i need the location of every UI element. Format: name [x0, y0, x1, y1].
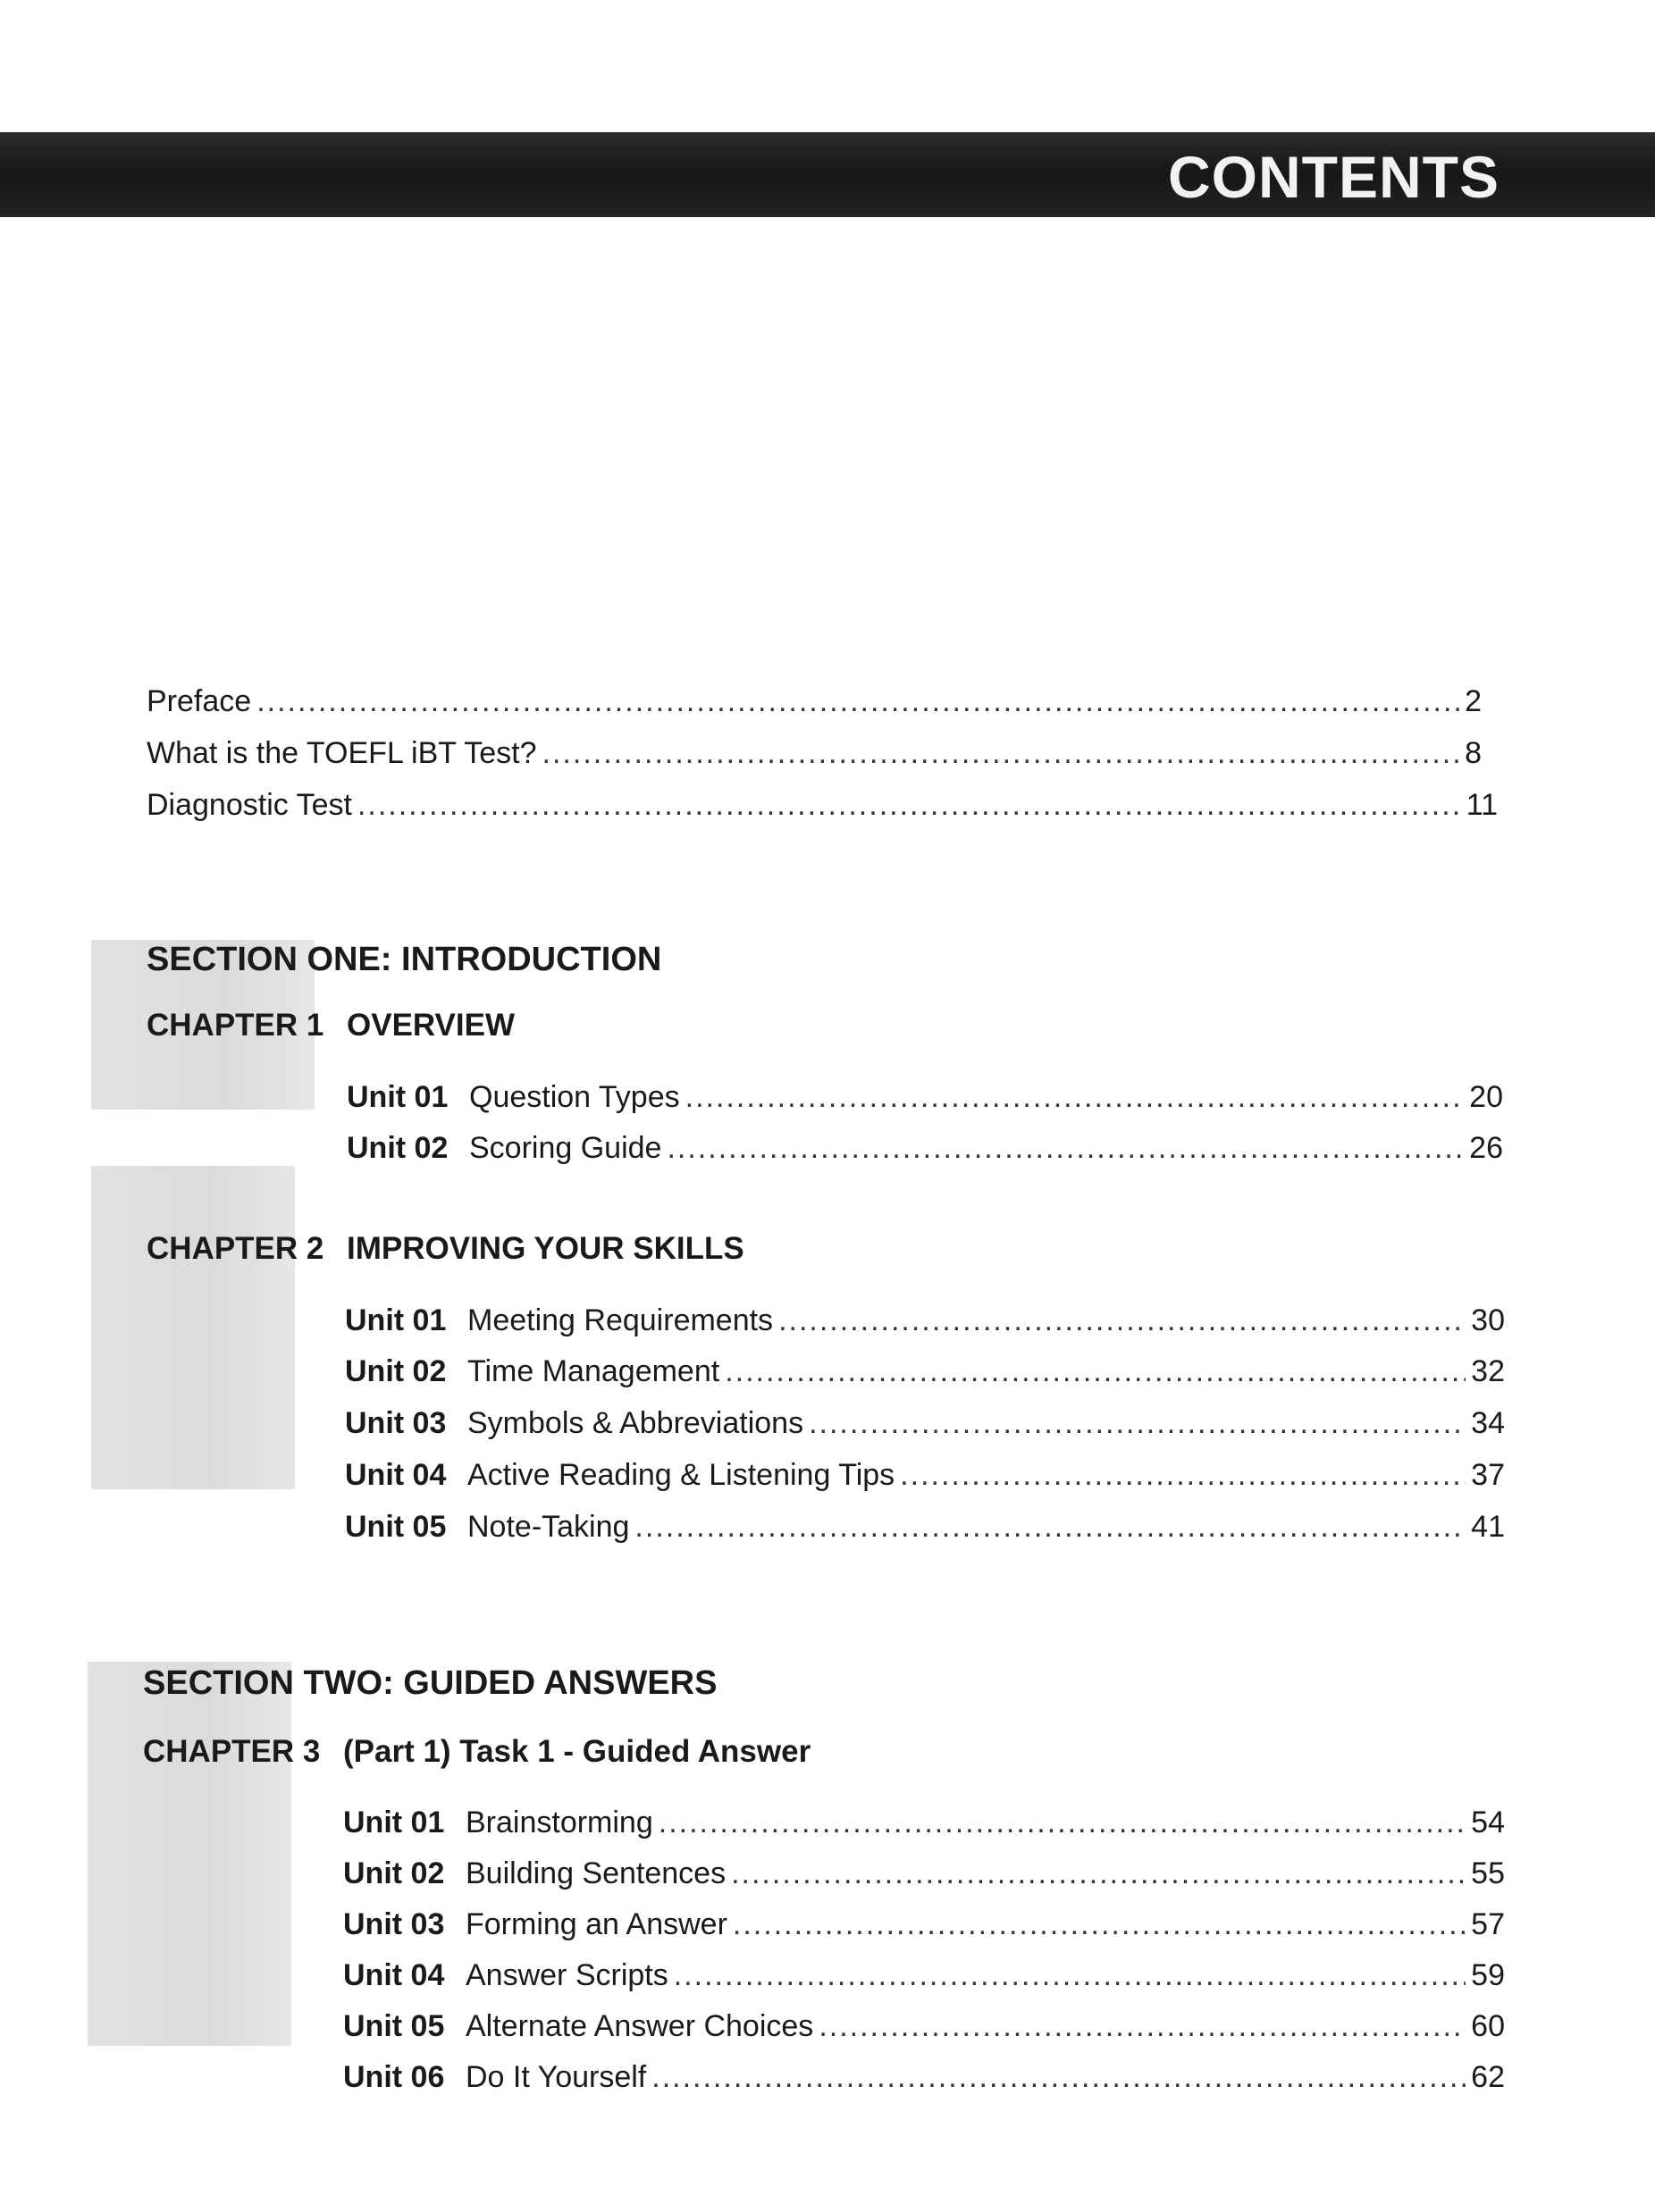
toc-unit-row[interactable]: [343, 1906, 1505, 1942]
leader-dots: [809, 1405, 1466, 1441]
page-number: 20: [1469, 1080, 1503, 1114]
page-number: 60: [1471, 2009, 1505, 2043]
chapter-2-shade: [91, 1166, 295, 1489]
unit-number: Unit 02: [345, 1354, 447, 1388]
page-number: 55: [1471, 1856, 1505, 1890]
unit-title: Do It Yourself: [466, 2060, 647, 2094]
unit-title: Alternate Answer Choices: [466, 2009, 814, 2043]
leader-dots: [778, 1303, 1466, 1338]
page-number: 37: [1471, 1458, 1505, 1492]
section-one-title: SECTION ONE: INTRODUCTION: [147, 941, 662, 978]
unit-title: Note-Taking: [467, 1510, 630, 1544]
unit-number: Unit 03: [345, 1406, 447, 1440]
unit-number: Unit 02: [347, 1131, 449, 1165]
page-number: 34: [1471, 1406, 1505, 1440]
toc-unit-row[interactable]: [345, 1353, 1505, 1389]
toc-entry-diagnostic-test[interactable]: [147, 787, 1498, 823]
section-two-shade: [88, 1662, 291, 2046]
page-number: 57: [1471, 1907, 1505, 1941]
chapter-1-title[interactable]: OVERVIEW: [347, 1008, 516, 1043]
leader-dots: [667, 1130, 1464, 1166]
unit-number: Unit 04: [345, 1458, 447, 1492]
leader-dots: [900, 1457, 1466, 1493]
unit-title: Answer Scripts: [466, 1958, 668, 1992]
leader-dots: [634, 1509, 1466, 1545]
leader-dots: [357, 787, 1461, 823]
toc-unit-row[interactable]: [343, 1957, 1505, 1993]
chapter-2-label: CHAPTER 2: [147, 1231, 324, 1266]
unit-title: Active Reading & Listening Tips: [467, 1458, 895, 1492]
toc-unit-row[interactable]: [343, 1805, 1505, 1840]
toc-unit-row[interactable]: [343, 1856, 1505, 1891]
toc-unit-row[interactable]: [345, 1457, 1505, 1493]
page-number: 30: [1471, 1303, 1505, 1337]
leader-dots: [685, 1079, 1465, 1115]
section-two-title: SECTION TWO: GUIDED ANSWERS: [143, 1664, 718, 1702]
unit-title: Question Types: [469, 1080, 680, 1114]
chapter-3-label: CHAPTER 3: [143, 1734, 321, 1769]
toc-unit-row[interactable]: [347, 1130, 1503, 1166]
toc-entry-toefl-test[interactable]: [147, 735, 1482, 771]
unit-number: Unit 01: [347, 1080, 449, 1114]
unit-number: Unit 01: [343, 1806, 445, 1839]
leader-dots: [731, 1856, 1466, 1891]
leader-dots: [542, 735, 1460, 771]
page-number: 41: [1471, 1510, 1505, 1544]
toc-unit-row[interactable]: [343, 2059, 1505, 2095]
unit-number: Unit 02: [343, 1856, 445, 1890]
page-number: 54: [1471, 1806, 1505, 1839]
unit-title: Scoring Guide: [469, 1131, 662, 1165]
unit-title: Time Management: [467, 1354, 720, 1388]
header-banner: [0, 132, 1655, 217]
unit-title: Building Sentences: [466, 1856, 727, 1890]
unit-title: Symbols & Abbreviations: [467, 1406, 804, 1440]
toc-unit-row[interactable]: [347, 1079, 1503, 1115]
toc-entry-preface[interactable]: [147, 683, 1482, 719]
page-number: 11: [1466, 788, 1498, 822]
page-number: 26: [1469, 1131, 1503, 1165]
toc-unit-row[interactable]: [345, 1509, 1505, 1545]
page-number: 62: [1471, 2060, 1505, 2094]
page-number: 59: [1471, 1958, 1505, 1992]
leader-dots: [725, 1353, 1466, 1389]
page-title: CONTENTS: [1168, 144, 1500, 210]
unit-title: Forming an Answer: [466, 1907, 727, 1941]
toc-unit-row[interactable]: [345, 1405, 1505, 1441]
chapter-1-label: CHAPTER 1: [147, 1008, 324, 1043]
leader-dots: [659, 1805, 1466, 1840]
page-number: 32: [1471, 1354, 1505, 1388]
unit-title: Meeting Requirements: [467, 1303, 774, 1337]
unit-number: Unit 06: [343, 2060, 445, 2094]
chapter-2-title[interactable]: IMPROVING YOUR SKILLS: [347, 1231, 744, 1266]
leader-dots: [651, 2059, 1466, 2095]
toc-entry-label: Preface: [147, 684, 252, 718]
leader-dots: [674, 1957, 1466, 1993]
unit-number: Unit 04: [343, 1958, 445, 1992]
leader-dots: [819, 2008, 1466, 2044]
page-number: 2: [1465, 684, 1482, 718]
unit-number: Unit 05: [343, 2009, 445, 2043]
unit-title: Brainstorming: [466, 1806, 653, 1839]
unit-number: Unit 05: [345, 1510, 447, 1544]
chapter-3-title[interactable]: (Part 1) Task 1 - Guided Answer: [343, 1734, 811, 1769]
leader-dots: [256, 683, 1459, 719]
toc-entry-label: Diagnostic Test: [147, 788, 352, 822]
toc-unit-row[interactable]: [343, 2008, 1505, 2044]
unit-number: Unit 01: [345, 1303, 447, 1337]
toc-entry-label: What is the TOEFL iBT Test?: [147, 736, 537, 770]
leader-dots: [733, 1906, 1466, 1942]
unit-number: Unit 03: [343, 1907, 445, 1941]
toc-unit-row[interactable]: [345, 1303, 1505, 1338]
page-number: 8: [1465, 736, 1482, 770]
